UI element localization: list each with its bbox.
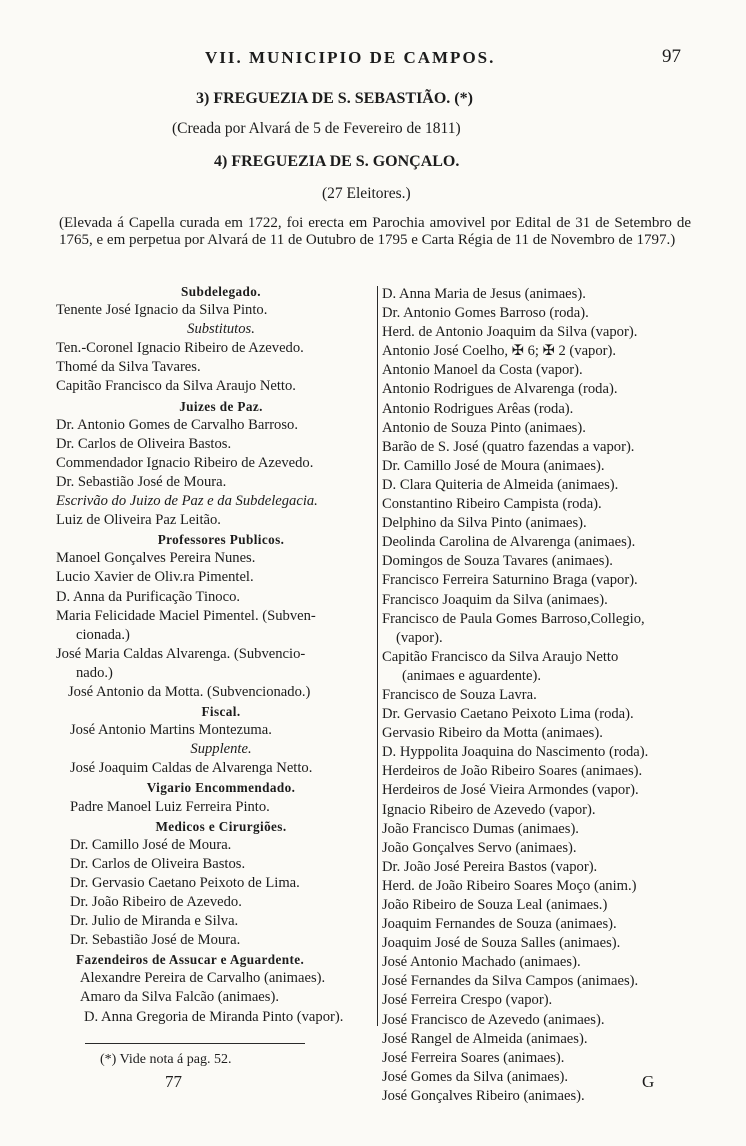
entry: Francisco Ferreira Saturnino Braga (vapor). (382, 572, 638, 589)
entry: Dr. Camillo José de Moura. (70, 836, 232, 853)
entry: Dr. Carlos de Oliveira Bastos. (56, 435, 232, 452)
entry: José Maria Caldas Alvarenga. (Subvencio- (56, 645, 306, 662)
running-header: VII. MUNICIPIO DE CAMPOS. (205, 48, 496, 67)
heading-juizes-de-paz: Juizes de Paz. (179, 398, 263, 414)
heading-fiscal: Fiscal. (201, 704, 241, 720)
heading-substitutos: Substitutos. (187, 321, 255, 338)
entry: Gervasio Ribeiro da Motta (animaes). (382, 725, 603, 742)
heading-vigario: Vigario Encommendado. (146, 780, 296, 796)
footnote-rule (85, 1043, 305, 1044)
entry: Manoel Gonçalves Pereira Nunes. (56, 550, 256, 567)
entry: José Antonio Machado (animaes). (382, 954, 581, 971)
entry: Francisco de Souza Lavra. (382, 686, 537, 703)
entry: Herd. de Antonio Joaquim da Silva (vapor). (382, 324, 638, 341)
section-3-subtitle: (Creada por Alvará de 5 de Fevereiro de 1811) (172, 120, 461, 137)
page-number: 97 (662, 46, 681, 67)
section-3-title: 3) FREGUEZIA DE S. SEBASTIÃO. (*) (196, 90, 473, 107)
entry: Luiz de Oliveira Paz Leitão. (56, 512, 221, 529)
entry: José Antonio Martins Montezuma. (70, 722, 272, 739)
entry: Herdeiros de José Vieira Armondes (vapor). (382, 782, 639, 799)
entry: Maria Felicidade Maciel Pimentel. (Subven- (56, 607, 316, 624)
entry: Deolinda Carolina de Alvarenga (animaes). (382, 534, 636, 551)
entry: Alexandre Pereira de Carvalho (animaes). (80, 970, 326, 987)
right-column (382, 285, 702, 1106)
heading-medicos: Medicos e Cirurgiões. (155, 818, 287, 834)
entry: Dr. Julio de Miranda e Silva. (70, 913, 239, 930)
heading-fazendeiros: Fazendeiros de Assucar e Aguardente. (76, 952, 305, 968)
entry: Dr. Sebastião José de Moura. (70, 932, 241, 949)
entry: Herdeiros de João Ribeiro Soares (animaes). (382, 763, 643, 780)
entry: D. Anna Gregoria de Miranda Pinto (vapor). (84, 1008, 344, 1025)
heading-supplente: Supplente. (190, 741, 252, 758)
entry: D. Clara Quiteria de Almeida (animaes). (382, 476, 619, 493)
entry: José Rangel de Almeida (animaes). (382, 1030, 588, 1047)
entry: Dr. Antonio Gomes Barroso (roda). (382, 305, 589, 322)
entry: José Ferreira Soares (animaes). (382, 1049, 565, 1066)
entry: José Gomes da Silva (animaes). (382, 1068, 569, 1085)
entry-continuation: (animaes e aguardente). (402, 667, 541, 684)
entry: Dr. Carlos de Oliveira Bastos. (70, 855, 246, 872)
entry: Joaquim José de Souza Salles (animaes). (382, 935, 621, 952)
entry: Amaro da Silva Falcão (animaes). (80, 989, 279, 1006)
entry: Capitão Francisco da Silva Araujo Netto. (56, 378, 296, 395)
heading-subdelegado: Subdelegado. (181, 284, 261, 299)
entry: Francisco Joaquim da Silva (animaes). (382, 591, 608, 608)
entry: Lucio Xavier de Oliv.ra Pimentel. (56, 569, 254, 586)
entry: José Antonio da Motta. (Subvencionado.) (68, 683, 311, 700)
signature-number: 77 (165, 1072, 182, 1091)
entry: D. Anna Maria de Jesus (animaes). (382, 286, 586, 302)
entry: José Joaquim Caldas de Alvarenga Netto. (70, 760, 313, 777)
entry: Dr. Antonio Gomes de Carvalho Barroso. (56, 416, 298, 433)
entry: Ten.-Coronel Ignacio Ribeiro de Azevedo. (56, 340, 304, 357)
entry: José Ferreira Crespo (vapor). (382, 992, 553, 1009)
entry: Dr. João Ribeiro de Azevedo. (70, 894, 242, 910)
entry: Herd. de João Ribeiro Soares Moço (anim.) (382, 877, 637, 894)
left-column (56, 282, 386, 1027)
footnote: (*) Vide nota á pag. 52. (100, 1052, 232, 1067)
entry: Dr. Camillo José de Moura (animaes). (382, 457, 605, 474)
entry: Tenente José Ignacio da Silva Pinto. (56, 302, 268, 319)
entry: Antonio Manoel da Costa (vapor). (382, 362, 583, 379)
signature-letter: G (642, 1072, 655, 1091)
entry: Domingos de Souza Tavares (animaes). (382, 553, 613, 570)
section-4-intro: (Elevada á Capella curada em 1722, foi erecta em Parochia amovivel por Edital de 31 de Setembro de 1765, e em perpetua por Alvará de 11 de Outubro de 1795 e Carta Régia de 11 de Novembro de 1797.) (59, 215, 691, 248)
entry: João Ribeiro de Souza Leal (animaes.) (382, 897, 608, 913)
heading-escrivao: Escrivão do Juizo de Paz e da Subdelegacia. (56, 493, 318, 510)
entry: Ignacio Ribeiro de Azevedo (vapor). (382, 801, 596, 818)
section-4-title: 4) FREGUEZIA DE S. GONÇALO. (214, 153, 460, 170)
entry: José Fernandes da Silva Campos (animaes). (382, 973, 639, 990)
entry: Padre Manoel Luiz Ferreira Pinto. (70, 798, 270, 815)
entry: Delphino da Silva Pinto (animaes). (382, 515, 587, 532)
entry: Antonio Rodrigues de Alvarenga (roda). (382, 381, 618, 398)
entry: Dr. Sebastião José de Moura. (56, 473, 227, 490)
entry: Antonio Rodrigues Arêas (roda). (382, 400, 574, 417)
entry: Capitão Francisco da Silva Araujo Netto (382, 648, 619, 665)
entry-continuation: nado.) (76, 664, 113, 681)
heading-professores: Professores Publicos. (157, 532, 285, 548)
entry: Commendador Ignacio Ribeiro de Azevedo. (56, 454, 314, 471)
entry: Barão de S. José (quatro fazendas a vapor). (382, 438, 635, 455)
entry: Antonio de Souza Pinto (animaes). (382, 419, 586, 436)
entry: João Francisco Dumas (animaes). (382, 820, 579, 837)
entry: D. Anna da Purificação Tinoco. (56, 588, 241, 605)
entry: Dr. Gervasio Caetano Peixoto de Lima. (70, 874, 300, 891)
entry: Francisco de Paula Gomes Barroso,Collegio, (382, 610, 645, 627)
entry: José Francisco de Azevedo (animaes). (382, 1011, 605, 1028)
entry: Dr. João José Pereira Bastos (vapor). (382, 858, 598, 875)
entry-continuation: (vapor). (396, 629, 443, 646)
entry: Joaquim Fernandes de Souza (animaes). (382, 916, 617, 933)
entry: João Gonçalves Servo (animaes). (382, 839, 577, 856)
entry: José Gonçalves Ribeiro (animaes). (382, 1087, 585, 1104)
entry: Thomé da Silva Tavares. (56, 359, 201, 376)
entry: Constantino Ribeiro Campista (roda). (382, 496, 602, 513)
entry: Antonio José Coelho, ✠ 6; ✠ 2 (vapor). (382, 343, 617, 360)
entry-continuation: cionada.) (76, 626, 130, 643)
entry: D. Hyppolita Joaquina do Nascimento (roda). (382, 744, 649, 761)
section-4-electors: (27 Eleitores.) (322, 185, 411, 202)
entry: Dr. Gervasio Caetano Peixoto Lima (roda). (382, 706, 634, 723)
